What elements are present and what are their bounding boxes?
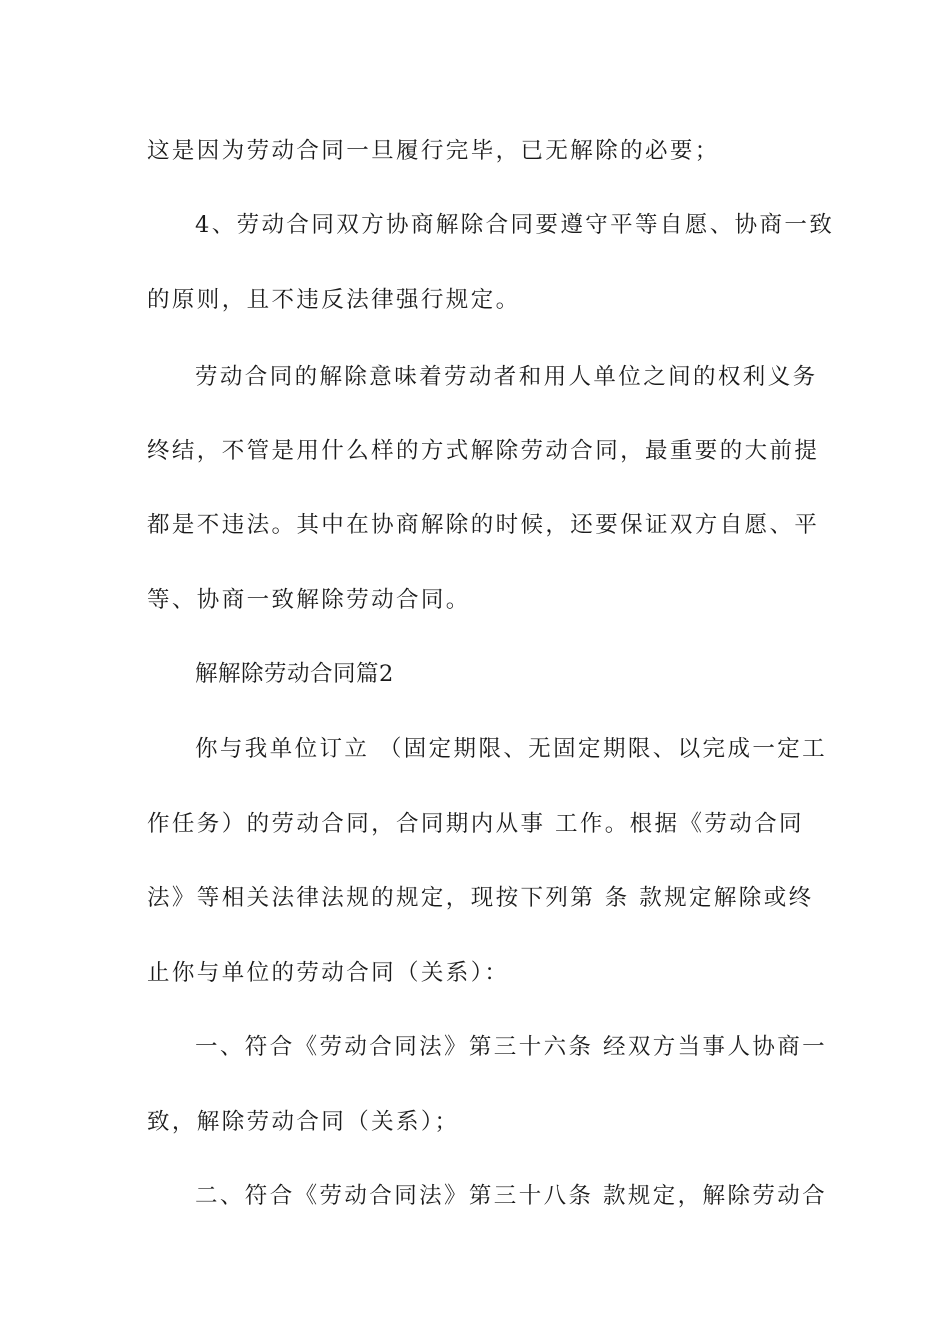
text-line-15: 二、符合《劳动合同法》第三十八条 款规定，解除劳动合	[195, 1183, 828, 1209]
text-line-9: 你与我单位订立 （固定期限、无固定期限、以完成一定工	[195, 736, 828, 762]
text-line-13: 一、符合《劳动合同法》第三十六条 经双方当事人协商一	[195, 1034, 828, 1060]
text-line-5: 终结，不管是用什么样的方式解除劳动合同，最重要的大前提	[147, 438, 820, 464]
text-line-6: 都是不违法。其中在协商解除的时候，还要保证双方自愿、平	[147, 512, 820, 538]
text-line-2: 4、劳动合同双方协商解除合同要遵守平等自愿、协商一致	[195, 212, 835, 238]
text-line-1: 这是因为劳动合同一旦履行完毕，已无解除的必要；	[147, 138, 720, 164]
text-line-4: 劳动合同的解除意味着劳动者和用人单位之间的权利义务	[195, 364, 818, 390]
text-line-11: 法》等相关法律法规的规定，现按下列第 条 款规定解除或终	[147, 885, 814, 911]
text-line-7: 等、协商一致解除劳动合同。	[147, 587, 471, 613]
text-line-10: 作任务）的劳动合同，合同期内从事 工作。根据《劳动合同	[147, 811, 804, 837]
text-line-14: 致，解除劳动合同（关系）；	[147, 1109, 460, 1135]
section-heading: 解解除劳动合同篇2	[195, 661, 394, 687]
text-line-3: 的原则，且不违反法律强行规定。	[147, 287, 521, 313]
text-line-12: 止你与单位的劳动合同（关系）：	[147, 960, 510, 986]
